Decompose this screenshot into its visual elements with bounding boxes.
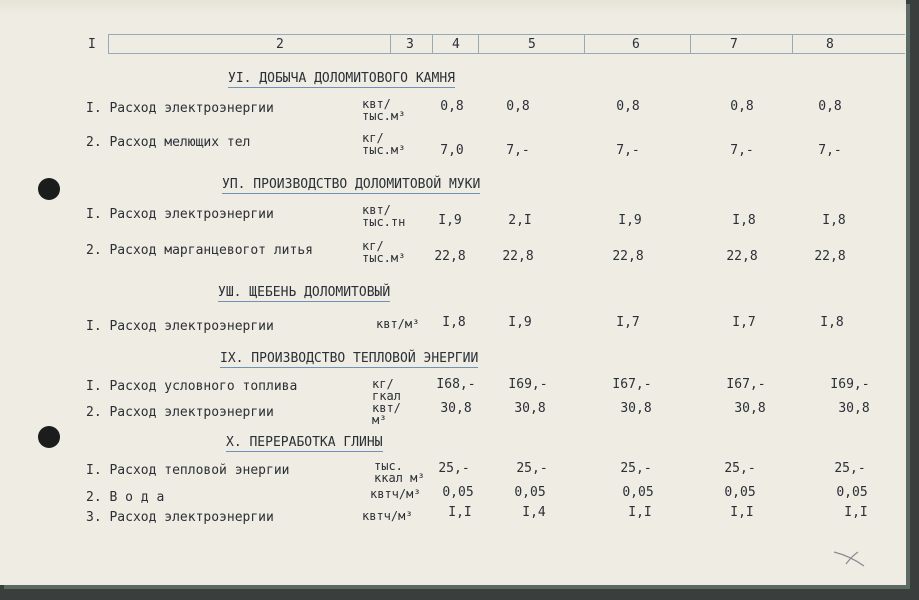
row-label: 3. Расход электроэнергии xyxy=(86,510,274,525)
row-value: 0,05 xyxy=(622,485,654,500)
header-col-5: 5 xyxy=(528,37,536,52)
row-value: 0,05 xyxy=(836,485,868,500)
row-value: 22,8 xyxy=(612,249,644,264)
row-label: I. Расход электроэнергии xyxy=(86,319,274,334)
header-col-3: 3 xyxy=(406,37,414,52)
section-title: X. ПЕРЕРАБОТКА ГЛИНЫ xyxy=(226,435,383,450)
header-col-4: 4 xyxy=(452,37,460,52)
row-value: 22,8 xyxy=(502,249,534,264)
row-value: 0,8 xyxy=(730,99,754,114)
header-col-2: 2 xyxy=(276,37,284,52)
row-unit: квт/м³ xyxy=(376,317,420,331)
page-fold xyxy=(0,0,906,14)
row-unit: квт/ тыс.м³ xyxy=(362,97,406,123)
row-unit: квтч/м³ xyxy=(370,487,421,501)
row-value: 25,- xyxy=(620,461,652,476)
row-value: 25,- xyxy=(834,461,866,476)
header-divider xyxy=(390,34,391,54)
header-divider xyxy=(690,34,691,54)
row-value: 22,8 xyxy=(726,249,758,264)
pencil-check-mark xyxy=(832,548,866,570)
row-value: 7,- xyxy=(818,143,842,158)
row-value: I67,- xyxy=(612,377,652,392)
header-col-6: 6 xyxy=(632,37,640,52)
row-unit: квт/ тыс.тн xyxy=(362,203,406,229)
row-value: 22,8 xyxy=(434,249,466,264)
row-value: 0,05 xyxy=(442,485,474,500)
punch-hole xyxy=(38,426,60,448)
row-value: I67,- xyxy=(726,377,766,392)
row-unit: кг/ тыс.м³ xyxy=(362,131,406,157)
row-value: 0,05 xyxy=(724,485,756,500)
row-value: 7,0 xyxy=(440,143,464,158)
row-unit: кг/ тыс.м³ xyxy=(362,239,406,265)
punch-hole xyxy=(38,178,60,200)
row-value: 7,- xyxy=(616,143,640,158)
row-value: I,I xyxy=(628,505,652,520)
row-value: I,I xyxy=(448,505,472,520)
row-unit: квтч/м³ xyxy=(362,509,413,523)
row-value: 0,8 xyxy=(506,99,530,114)
row-value: 0,8 xyxy=(616,99,640,114)
row-value: I,4 xyxy=(522,505,546,520)
row-value: 0,05 xyxy=(514,485,546,500)
section-title: IX. ПРОИЗВОДСТВО ТЕПЛОВОЙ ЭНЕРГИИ xyxy=(220,351,479,366)
section-title: УI. ДОБЫЧА ДОЛОМИТОВОГО КАМНЯ xyxy=(228,71,455,86)
row-label: 2. В о д а xyxy=(86,490,165,505)
row-value: 7,- xyxy=(730,143,754,158)
row-value: 30,8 xyxy=(620,401,652,416)
row-value: 30,8 xyxy=(440,401,472,416)
row-label: I. Расход условного топлива xyxy=(86,379,298,394)
row-value: I,8 xyxy=(820,315,844,330)
row-label: I. Расход электроэнергии xyxy=(86,101,274,116)
header-row-frame xyxy=(108,34,905,54)
row-value: I,7 xyxy=(616,315,640,330)
row-value: I,8 xyxy=(822,213,846,228)
row-value: 30,8 xyxy=(734,401,766,416)
row-value: 7,- xyxy=(506,143,530,158)
row-label: 2. Расход мелющих тел xyxy=(86,135,251,150)
row-label: 2. Расход марганцевогот литья xyxy=(86,243,313,258)
row-label: 2. Расход электроэнергии xyxy=(86,405,274,420)
header-divider xyxy=(584,34,585,54)
section-title: УШ. ЩЕБЕНЬ ДОЛОМИТОВЫЙ xyxy=(218,285,391,300)
row-value: I69,- xyxy=(830,377,870,392)
header-divider xyxy=(478,34,479,54)
row-value: 0,8 xyxy=(818,99,842,114)
row-value: I,9 xyxy=(618,213,642,228)
row-value: I,8 xyxy=(732,213,756,228)
row-value: 2,I xyxy=(508,213,532,228)
header-divider xyxy=(792,34,793,54)
row-value: 0,8 xyxy=(440,99,464,114)
row-value: I,I xyxy=(844,505,868,520)
row-value: I,9 xyxy=(438,213,462,228)
row-unit: кг/ гкал xyxy=(372,377,401,403)
row-value: I,7 xyxy=(732,315,756,330)
row-value: I,I xyxy=(730,505,754,520)
row-value: I,8 xyxy=(442,315,466,330)
section-title: УП. ПРОИЗВОДСТВО ДОЛОМИТОВОЙ МУКИ xyxy=(222,177,481,192)
row-label: I. Расход электроэнергии xyxy=(86,207,274,222)
header-col-7: 7 xyxy=(730,37,738,52)
row-value: 25,- xyxy=(724,461,756,476)
row-value: I,9 xyxy=(508,315,532,330)
row-value: 30,8 xyxy=(838,401,870,416)
row-value: I68,- xyxy=(436,377,476,392)
row-value: 30,8 xyxy=(514,401,546,416)
header-col-1: I xyxy=(88,37,96,52)
row-unit: квт/ м³ xyxy=(372,401,401,427)
header-col-8: 8 xyxy=(826,37,834,52)
row-unit: тыс. ккал м³ xyxy=(374,459,425,485)
row-value: 25,- xyxy=(438,461,470,476)
row-value: 25,- xyxy=(516,461,548,476)
header-divider xyxy=(432,34,433,54)
row-value: 22,8 xyxy=(814,249,846,264)
row-label: I. Расход тепловой энергии xyxy=(86,463,290,478)
row-value: I69,- xyxy=(508,377,548,392)
